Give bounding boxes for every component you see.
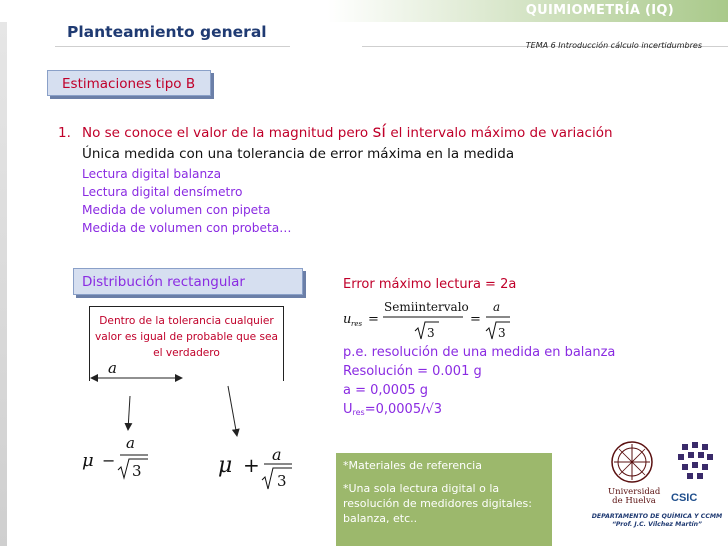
svg-text:=: = [470,312,481,327]
note-line-2: *Una sola lectura digital o la resolución de medidores digitales: balanza, etc.. [343,482,532,525]
csic-label: CSIC [671,492,698,504]
svg-text:3: 3 [498,326,506,340]
university-logo [602,438,662,490]
svg-text:a: a [493,300,501,314]
point-emphasis: sí [372,122,387,142]
left-limit-arrow [128,396,130,430]
department-credit: DEPARTAMENTO DE QUÍMICA Y CCMM “Prof. J.C. Vílchez Martín” [591,513,723,528]
right-mu: μ [218,453,233,478]
left-minus: − [102,451,116,470]
point-text-after: el intervalo máximo de variación [386,125,613,141]
right-plus: + [243,453,260,477]
example-item: Lectura digital balanza [82,167,222,181]
right-numerator: a [272,445,282,464]
svg-text:=: = [368,312,379,327]
interval-label: a [108,359,117,377]
point-number: 1. [58,125,71,141]
tolerance-text: Dentro de la tolerancia cualquier valor es igual de probable que sea el verdadero [94,315,279,359]
example-item: Medida de volumen con pipeta [82,203,271,217]
left-denominator: 3 [132,462,142,480]
svg-text:Semiintervalo: Semiintervalo [384,300,469,314]
resolution-value: Resolución = 0.001 g [343,364,482,379]
section-box-tipo-b: Estimaciones tipo B [47,70,211,96]
course-brand: QUIMIOMETRÍA (IQ) [525,3,674,18]
uncertainty-formula [343,296,523,342]
svg-text:u: u [343,312,352,327]
a-value: a = 0,0005 g [343,383,428,398]
example-balance: p.e. resolución de una medida en balanza [343,345,616,360]
note-line-1: *Materiales de referencia [343,459,482,472]
university-logo-text: Universidad de Huelva [608,487,661,506]
svg-text:res: res [351,320,363,328]
example-item: Lectura digital densímetro [82,185,243,199]
svg-text:3: 3 [427,326,435,340]
topic-subtitle: TEMA 6 Introducción cálculo incertidumbres [525,41,702,50]
point-1-line2: Única medida con una tolerancia de error máxima en la medida [82,146,515,162]
u-res-value: $U_{res}=0,0005/√3$ [343,402,443,417]
left-numerator: a [126,434,135,452]
example-item: Medida de volumen con probeta… [82,221,292,235]
distribution-box: Distribución rectangular [73,268,303,295]
page-title: Planteamiento general [67,23,267,41]
right-denominator: 3 [277,472,287,490]
left-mu: μ [82,450,94,471]
right-limit-arrow [228,386,237,436]
point-text-before: No se conoce el valor de la magnitud pero [82,125,373,141]
error-max: Error máximo lectura = 2a [343,277,517,292]
csic-logo [676,440,716,488]
